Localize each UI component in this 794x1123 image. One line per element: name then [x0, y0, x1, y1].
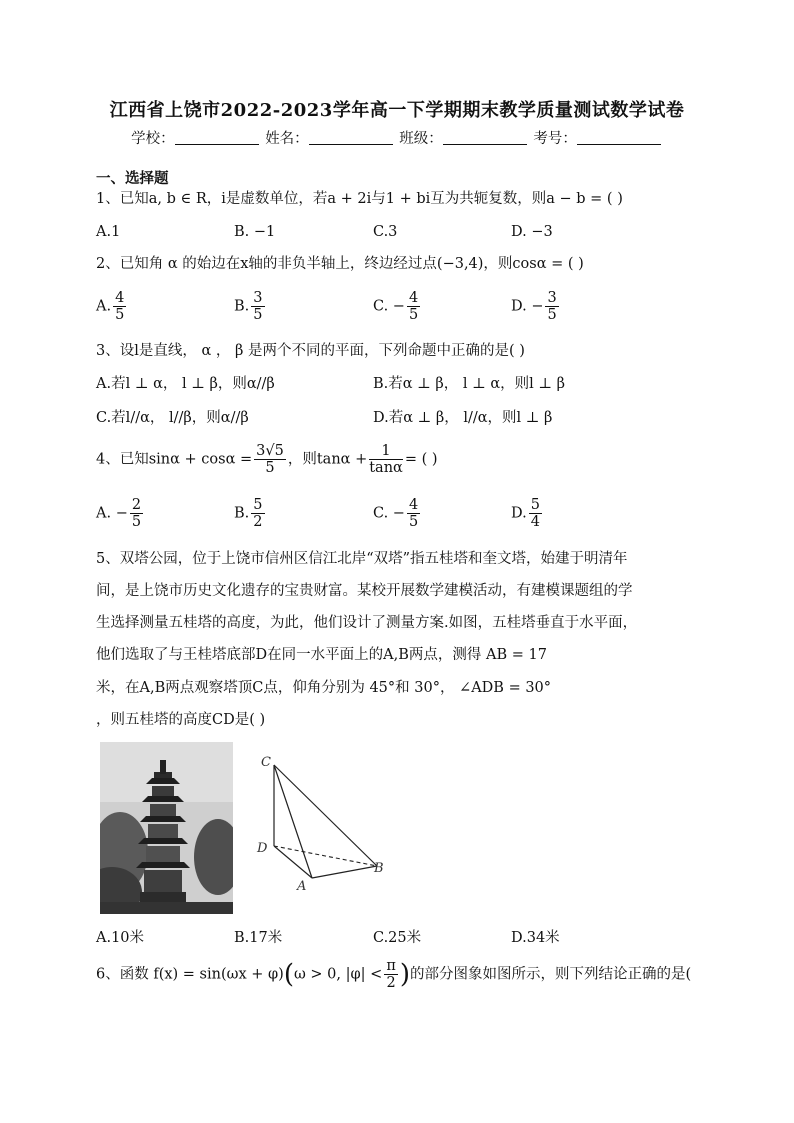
question-5-line-4: 他们选取了与王桂塔底部D在同一水平面上的A,B两点，测得 AB = 17 [96, 647, 547, 663]
q4-a-den: 5 [131, 514, 142, 530]
q4-option-d [511, 497, 544, 530]
label-a: A [297, 879, 307, 894]
question-4-stem [96, 443, 438, 476]
question-6-stem [96, 958, 691, 991]
q2-c-den: 5 [408, 307, 419, 323]
q6-stem-part-a: 6、函数 f(x) = sin(ωx + φ) [96, 966, 284, 983]
tetrahedron-diagram [252, 748, 392, 896]
q2-option-b [234, 290, 267, 323]
q4-a-fraction [130, 497, 143, 530]
q4-a-num: 2 [131, 497, 142, 513]
q4-option-b [234, 497, 267, 530]
q6-pi-den: 2 [386, 975, 396, 991]
q4-b-fraction [251, 497, 264, 530]
label-b: B [374, 861, 384, 876]
q4-d-fraction [529, 497, 542, 530]
class-blank[interactable] [443, 130, 527, 145]
question-5-line-3: 生选择测量五桂塔的高度，为此，他们设计了测量方案.如图，五桂塔垂直于水平面， [96, 615, 638, 631]
q4-c-num: 4 [408, 497, 419, 513]
q1-option-a: A.1 [96, 224, 121, 240]
q2-a-sign: A. [96, 298, 112, 315]
q5-option-c: C.25米 [373, 930, 422, 946]
q4-a-sign: A. − [96, 505, 128, 522]
question-5-line-5: 米，在A,B两点观察塔顶C点，仰角分别为 45°和 30°， ∠ADB = 30° [96, 680, 552, 696]
q2-b-num: 3 [253, 290, 263, 306]
q4-d-sign: D. [511, 505, 527, 522]
question-5-line-1: 5、双塔公园，位于上饶市信州区信江北岸“双塔”指五桂塔和奎文塔，始建于明清年 [96, 551, 628, 567]
q4-c-sign: C. − [373, 505, 405, 522]
question-5-line-2: 间，是上饶市历史文化遗存的宝贵财富。某校开展数学建模活动，有建模课题组的学 [96, 583, 633, 599]
q2-d-num: 3 [547, 290, 557, 306]
q2-option-a [96, 290, 128, 323]
q3-option-c: C.若l//α， l//β，则α//β [96, 410, 249, 426]
q4-option-a [96, 497, 145, 530]
q2-b-fraction [251, 290, 264, 323]
q1-option-d: D. −3 [511, 224, 553, 240]
q3-option-b: B.若α ⊥ β， l ⊥ α，则l ⊥ β [373, 376, 566, 392]
tetrahedron-figure [252, 748, 392, 896]
q2-option-c [373, 290, 422, 323]
q1-option-c: C.3 [373, 224, 398, 240]
q2-b-sign: B. [234, 298, 250, 315]
q4-frac1-num: 3√5 [256, 443, 284, 459]
school-blank[interactable] [175, 130, 259, 145]
q2-d-fraction [545, 290, 558, 323]
q6-pi-fraction [384, 958, 398, 991]
q4-d-num: 5 [530, 497, 540, 513]
q2-a-num: 4 [115, 290, 125, 306]
class-label: 班级： [399, 131, 443, 147]
q5-option-a: A.10米 [96, 930, 145, 946]
name-blank[interactable] [309, 130, 393, 145]
school-label: 学校： [131, 131, 175, 147]
section-heading: 一、选择题 [96, 170, 169, 187]
q4-fraction-2 [369, 443, 403, 476]
name-label: 姓名： [265, 131, 309, 147]
q6-condition: ω > 0, |φ| < [293, 966, 383, 983]
q6-stem-part-b: 的部分图象如图所示，则下列结论正确的是( [410, 966, 692, 983]
q4-stem-part-c: = ( ) [404, 451, 438, 468]
q2-option-d [511, 290, 561, 323]
q2-d-sign: D. − [511, 298, 544, 315]
q3-option-a: A.若l ⊥ α， l ⊥ β，则α//β [96, 376, 275, 392]
q4-fraction-1 [254, 443, 286, 476]
q2-a-den: 5 [115, 307, 125, 323]
student-info-line [0, 127, 794, 148]
label-d: D [257, 841, 268, 856]
q5-option-b: B.17米 [234, 930, 283, 946]
q4-frac1-den: 5 [265, 460, 275, 476]
q4-stem-part-a: 4、已知sinα + cosα = [96, 451, 253, 468]
q6-right-paren: ) [399, 959, 410, 990]
q4-c-den: 5 [408, 514, 419, 530]
q4-stem-part-b: ，则tanα + [287, 451, 368, 468]
question-5-line-6: ，则五桂塔的高度CD是( ) [96, 712, 266, 728]
q4-frac2-den: tanα [369, 460, 403, 476]
q2-b-den: 5 [253, 307, 263, 323]
q4-d-den: 4 [530, 514, 540, 530]
q2-c-sign: C. − [373, 298, 405, 315]
q4-option-c [373, 497, 422, 530]
question-3-stem: 3、设l是直线， α ， β 是两个不同的平面，下列命题中正确的是( ) [96, 343, 525, 359]
q1-option-b: B. −1 [234, 224, 276, 240]
q3-option-d: D.若α ⊥ β， l//α，则l ⊥ β [373, 410, 553, 426]
q2-d-den: 5 [547, 307, 557, 323]
q2-c-num: 4 [408, 290, 419, 306]
pagoda-photo [100, 742, 233, 914]
q4-frac2-num: 1 [369, 443, 403, 460]
q4-b-sign: B. [234, 505, 250, 522]
q6-left-paren: ( [283, 959, 294, 990]
page-title: 江西省上饶市2022-2023学年高一下学期期末教学质量测试数学试卷 [109, 100, 685, 121]
q5-option-d: D.34米 [511, 930, 560, 946]
pagoda-photo-drawing [100, 742, 233, 914]
question-1-stem: 1、已知a, b ∈ R，i是虚数单位，若a + 2i与1 + bi互为共轭复数，则a − b = ( ) [96, 191, 623, 207]
q2-c-fraction [407, 290, 420, 323]
exam-number-blank[interactable] [577, 130, 661, 145]
q4-b-num: 5 [253, 497, 263, 513]
q4-c-fraction [407, 497, 420, 530]
question-2-stem: 2、已知角 α 的始边在x轴的非负半轴上，终边经过点(−3,4)，则cosα = ( ) [96, 256, 584, 272]
q4-b-den: 2 [253, 514, 263, 530]
label-c: C [261, 755, 271, 770]
exam-number-label: 考号： [533, 131, 577, 147]
q2-a-fraction [113, 290, 126, 323]
q6-pi-num: π [386, 958, 396, 974]
